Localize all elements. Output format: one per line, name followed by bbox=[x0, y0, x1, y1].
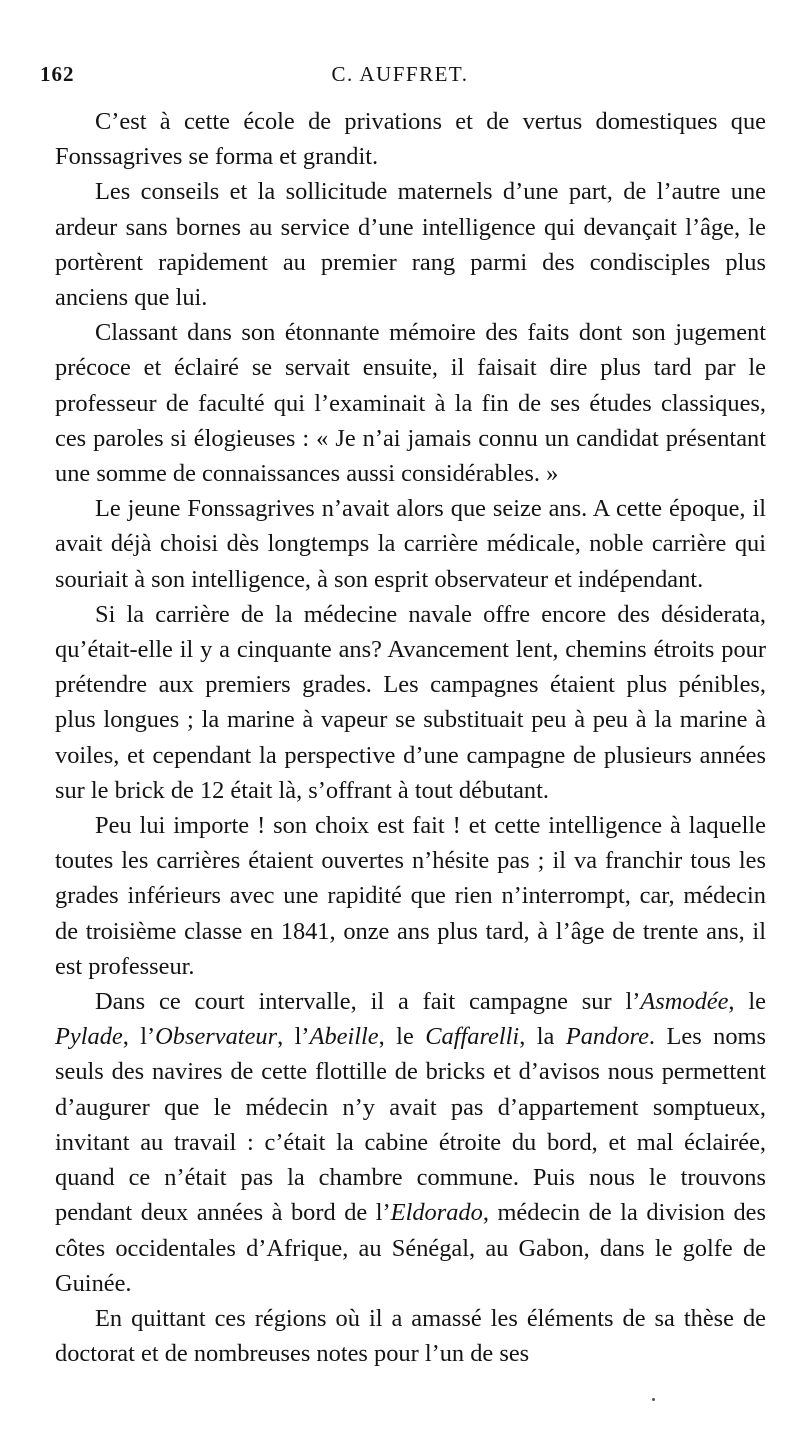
paragraph: Peu lui importe ! son choix est fait ! et cette intelligence à laquelle toutes les carrières étaient ouvertes n’hésite pas ; il va franchir tous les grades inférieurs avec une rapidité que rien n’interrompt, car, médecin de troisième classe en 1841, onze ans plus tard, à l’âge de trente ans, il est professeur. bbox=[55, 812, 766, 980]
text-run: . Les noms seuls des navires de cette flottille de bricks et d’avisos nous permettent d’augurer que le médecin n’y avait pas d’appartement somptueux, invitant au travail : c’était la cabine étroite du bord, et mal éclairée, quand ce n’était pas la chambre commune. Puis nous le trouvons pendant deux années à bord de l’ bbox=[55, 1023, 766, 1227]
ship-name: Observateur bbox=[155, 1023, 278, 1051]
paragraph: Classant dans son étonnante mémoire des faits dont son jugement précoce et éclairé se servait ensuite, il faisait dire plus tard par le professeur de faculté qui l’examinait à la fin de ses études classiques, ces paroles si élogieuses : « Je n’ai jamais connu un candidat présentant une somme de connaissances aussi considérables. » bbox=[55, 319, 766, 488]
running-head: C. AUFFRET. bbox=[331, 62, 469, 86]
text-run: , le bbox=[378, 1023, 426, 1051]
paragraph: Les conseils et la sollicitude maternels d’une part, de l’autre une ardeur sans bornes au service d’une intelligence qui devançait l’âge, le portèrent rapidement au premier rang parmi des condisciples plus anciens que lui. bbox=[55, 178, 766, 312]
text-run: , le bbox=[728, 988, 766, 1016]
paragraph: Si la carrière de la médecine navale offre encore des désiderata, qu’était-elle il y a cinquante ans? Avancement lent, chemins étroits pour prétendre aux premiers grades. Les campagnes étaient plus pénibles, plus longues ; la marine à vapeur se substituait peu à peu à la marine à voiles, et cependant la perspective d’une campagne de plusieurs années sur le brick de 12 était là, s’offrant à tout débutant. bbox=[55, 600, 766, 804]
paragraph-ships bbox=[55, 984, 766, 1301]
ship-name: Asmodée bbox=[640, 988, 729, 1016]
ship-name: Pandore bbox=[565, 1023, 649, 1051]
text-run: Dans ce court intervalle, il a fait campagne sur l’ bbox=[95, 988, 641, 1016]
ink-speck bbox=[652, 1398, 655, 1401]
text-run: , l’ bbox=[277, 1023, 310, 1051]
ship-name: Abeille bbox=[309, 1023, 379, 1051]
text-run: , la bbox=[519, 1023, 566, 1051]
paragraph: C’est à cette école de privations et de vertus domestiques que Fonssagrives se forma et grandit. bbox=[55, 108, 766, 171]
text-run: , l’ bbox=[122, 1023, 156, 1051]
body-text bbox=[55, 104, 766, 1371]
ship-name: Caffarelli bbox=[425, 1023, 520, 1051]
ship-name: Eldorado bbox=[390, 1199, 483, 1227]
page-number: 162 bbox=[40, 62, 75, 86]
text-run: , médecin de la division des côtes occidentales d’Afrique, au Sénégal, au Gabon, dans le golfe de Guinée. bbox=[55, 1199, 766, 1297]
paragraph: En quittant ces régions où il a amassé les éléments de sa thèse de doctorat et de nombreuses notes pour l’un de ses bbox=[55, 1304, 766, 1368]
ship-name: Pylade bbox=[55, 1023, 123, 1051]
page-header bbox=[40, 62, 760, 92]
paragraph: Le jeune Fonssagrives n’avait alors que seize ans. A cette époque, il avait déjà choisi dès longtemps la carrière médicale, noble carrière qui souriait à son intelligence, à son esprit observateur et indépendant. bbox=[55, 495, 766, 593]
